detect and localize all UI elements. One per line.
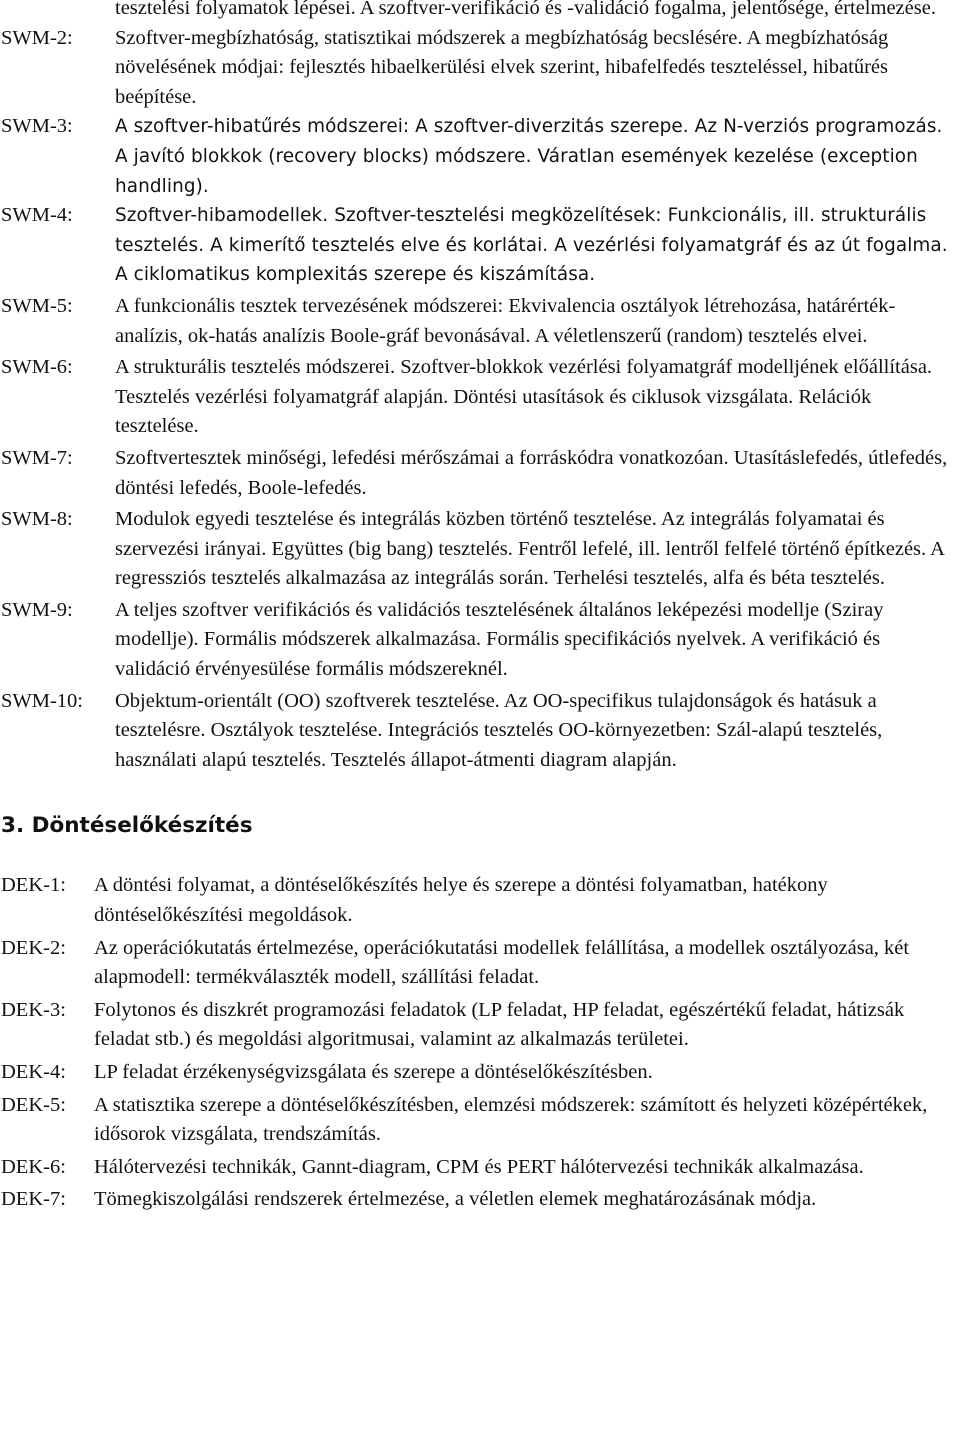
swm-item-7 <box>0 444 960 503</box>
dek-description: Hálótervezési technikák, Gannt-diagram, CPM és PERT hálótervezési technikák alkalmazása. <box>94 1155 864 1178</box>
swm-item-10 <box>0 687 960 776</box>
swm-code: SWM-3: <box>1 115 73 138</box>
swm-item-8 <box>0 505 960 594</box>
swm-description: Szoftver-hibamodellek. Szoftver-tesztelési megközelítések: Funkcionális, ill. strukturális tesztelés. A kimerítő tesztelés elve és korlátai. A vezérlési folyamatgráf és az út fogalma. A ciklomatikus komplexitás szerepe és kiszámítása. <box>115 205 948 286</box>
dek-item-6 <box>0 1153 960 1183</box>
swm-description: Szoftver-megbízhatóság, statisztikai módszerek a megbízhatóság becslésére. A megbízhatóság növelésének módjai: fejlesztés hibaelkerülési elvek szerint, hibafelfedés teszteléssel, hibatűrés beépítése. <box>115 26 889 108</box>
swm-code: SWM-10: <box>1 689 83 712</box>
swm-item-continuation <box>0 0 960 24</box>
swm-code: SWM-5: <box>1 294 73 317</box>
swm-item-4 <box>0 201 960 290</box>
swm-code: SWM-2: <box>1 26 73 49</box>
swm-item-9 <box>0 596 960 685</box>
dek-description: LP feladat érzékenységvizsgálata és szerepe a döntéselőkészítésben. <box>94 1061 653 1083</box>
dek-description: A döntési folyamat, a döntéselőkészítés helye és szerepe a döntési folyamatban, hatékony döntéselőkészítési megoldások. <box>94 874 828 927</box>
swm-description: A funkcionális tesztek tervezésének módszerei: Ekvivalencia osztályok létrehozása, határérték-analízis, ok-hatás analízis Boole-gráf bevonásával. A véletlenszerű (random) tesztelés elvei. <box>115 294 896 347</box>
dek-item-7 <box>0 1185 960 1215</box>
dek-item-4 <box>0 1058 960 1088</box>
swm-item-3 <box>0 112 960 201</box>
dek-description: Folytonos és diszkrét programozási feladatok (LP feladat, HP feladat, egészértékű feladat, hátizsák feladat stb.) és megoldási algoritmusai, valamint az alkalmazás területei. <box>94 998 905 1051</box>
dek-description: Az operációkutatás értelmezése, operációkutatási modellek felállítása, a modellek osztályozása, két alapmodell: termékválaszték modell, szállítási feladat. <box>94 936 910 989</box>
swm-code: SWM-7: <box>1 446 73 469</box>
swm-code: SWM-9: <box>1 598 73 621</box>
dek-item-5 <box>0 1091 960 1150</box>
swm-description: A strukturális tesztelés módszerei. Szoftver-blokkok vezérlési folyamatgráf modelljének előállítása. Tesztelés vezérlési folyamatgráf alapján. Döntési utasítások és ciklusok vizsgálata. Relációk tesztelése. <box>115 356 933 438</box>
swm-description: Objektum-orientált (OO) szoftverek tesztelése. Az OO-specifikus tulajdonságok és hatásuk a tesztelésre. Osztályok tesztelése. Integrációs tesztelés OO-környezetben: Szál-alapú tesztelés, használati alapú tesztelés. Tesztelés állapot-átmenti diagram alapján. <box>115 689 883 771</box>
dek-description: A statisztika szerepe a döntéselőkészítésben, elemzési módszerek: számított és helyzeti középértékek, idősorok vizsgálata, trendszámítás. <box>94 1093 928 1146</box>
swm-item-2 <box>0 24 960 113</box>
swm-code: SWM-8: <box>1 508 73 531</box>
swm-item-5 <box>0 292 960 351</box>
swm-description: Modulok egyedi tesztelése és integrálás közben történő tesztelése. Az integrálás folyamatai és szervezési irányai. Együttes (big bang) tesztelés. Fentről lefelé, ill. lentről felfelé történő építkezés. A regressziós tesztelés alkalmazása az integrálás során. Terhelési tesztelés, alfa és béta tesztelés. <box>115 508 944 590</box>
dek-code: DEK-2: <box>1 936 66 959</box>
dek-list <box>0 871 960 1215</box>
dek-code: DEK-6: <box>1 1155 66 1178</box>
swm-code: SWM-4: <box>1 204 73 227</box>
dek-item-2 <box>0 934 960 993</box>
dek-item-3 <box>0 996 960 1055</box>
dek-code: DEK-4: <box>1 1061 66 1083</box>
dek-code: DEK-5: <box>1 1093 66 1116</box>
dek-description: Tömegkiszolgálási rendszerek értelmezése, a véletlen elemek meghatározásának módja. <box>94 1188 817 1211</box>
swm-description: tesztelési folyamatok lépései. A szoftver-verifikáció és -validáció fogalma, jelentősége, értelmezése. <box>115 0 936 19</box>
dek-code: DEK-3: <box>1 998 66 1021</box>
swm-description: A szoftver-hibatűrés módszerei: A szoftver-diverzitás szerepe. Az N-verziós programozás. A javító blokkok (recovery blocks) módszere. Váratlan események kezelése (exception handling). <box>115 116 943 197</box>
swm-code: SWM-6: <box>1 356 73 379</box>
swm-description: A teljes szoftver verifikációs és validációs tesztelésének általános leképezési modellje (Sziray modellje). Formális módszerek alkalmazása. Formális specifikációs nyelvek. A verifikáció és validáció érvényesülése formális módszereknél. <box>115 598 884 681</box>
dek-code: DEK-1: <box>1 874 66 897</box>
section-title: 3. Döntéselőkészítés <box>1 813 253 839</box>
swm-description: Szoftvertesztek minőségi, lefedési mérőszámai a forráskódra vonatkozóan. Utasításlefedés, útlefedés, döntési lefedés, Boole-lefedés. <box>115 446 948 499</box>
dek-item-1 <box>0 871 960 930</box>
swm-item-6 <box>0 353 960 442</box>
dek-code: DEK-7: <box>1 1188 66 1211</box>
